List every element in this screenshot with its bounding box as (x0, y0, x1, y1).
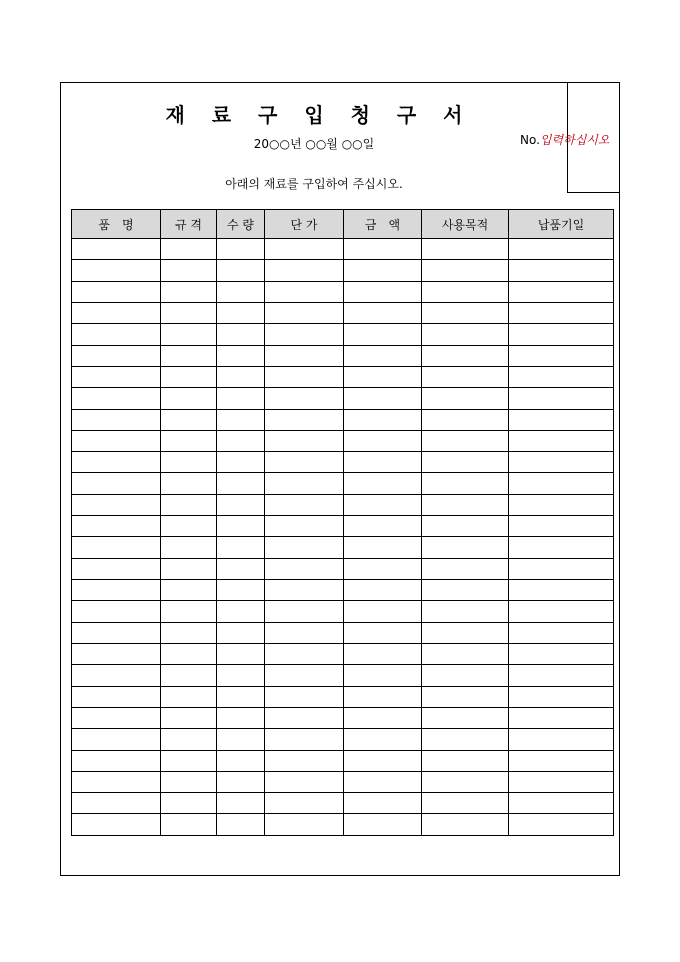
header-quantity: 수 량 (217, 210, 265, 239)
delivery-date-cell[interactable] (509, 814, 614, 835)
purpose-cell[interactable] (422, 707, 509, 728)
amount-cell[interactable] (344, 729, 422, 750)
purpose-cell[interactable] (422, 558, 509, 579)
header-spec: 규 격 (161, 210, 217, 239)
unit-price-cell[interactable] (265, 494, 344, 515)
delivery-date-cell[interactable] (509, 324, 614, 345)
spec-cell[interactable] (161, 729, 217, 750)
header-amount: 금 액 (344, 210, 422, 239)
unit-price-cell[interactable] (265, 281, 344, 302)
unit-price-cell[interactable] (265, 430, 344, 451)
purpose-cell[interactable] (422, 324, 509, 345)
spec-cell[interactable] (161, 494, 217, 515)
purpose-cell[interactable] (422, 686, 509, 707)
spec-cell[interactable] (161, 239, 217, 260)
table-row (72, 345, 614, 366)
table-row (72, 665, 614, 686)
purpose-cell[interactable] (422, 793, 509, 814)
spec-cell[interactable] (161, 452, 217, 473)
quantity-cell[interactable] (217, 771, 265, 792)
spec-cell[interactable] (161, 580, 217, 601)
spec-cell[interactable] (161, 430, 217, 451)
purpose-cell[interactable] (422, 494, 509, 515)
item-name-cell[interactable] (72, 750, 161, 771)
unit-price-cell[interactable] (265, 239, 344, 260)
quantity-cell[interactable] (217, 665, 265, 686)
number-value-field[interactable]: 입력하십시오 (539, 133, 610, 147)
purpose-cell[interactable] (422, 260, 509, 281)
quantity-cell[interactable] (217, 366, 265, 387)
quantity-cell[interactable] (217, 302, 265, 323)
table-row (72, 452, 614, 473)
document-title: 재 료 구 입 청 구 서 (165, 103, 473, 127)
unit-price-cell[interactable] (265, 345, 344, 366)
quantity-cell[interactable] (217, 707, 265, 728)
unit-price-cell[interactable] (265, 814, 344, 835)
quantity-cell[interactable] (217, 558, 265, 579)
item-name-cell[interactable] (72, 345, 161, 366)
quantity-cell[interactable] (217, 260, 265, 281)
purpose-cell[interactable] (422, 516, 509, 537)
unit-price-cell[interactable] (265, 601, 344, 622)
unit-price-cell[interactable] (265, 558, 344, 579)
amount-cell[interactable] (344, 580, 422, 601)
quantity-cell[interactable] (217, 793, 265, 814)
unit-price-cell[interactable] (265, 388, 344, 409)
unit-price-cell[interactable] (265, 622, 344, 643)
table-row (72, 643, 614, 664)
table-row (72, 729, 614, 750)
amount-cell[interactable] (344, 814, 422, 835)
item-name-cell[interactable] (72, 665, 161, 686)
delivery-date-cell[interactable] (509, 388, 614, 409)
purpose-cell[interactable] (422, 771, 509, 792)
instruction-text: 아래의 재료를 구입하여 주십시오. (225, 177, 403, 191)
spec-cell[interactable] (161, 537, 217, 558)
table-row (72, 473, 614, 494)
quantity-cell[interactable] (217, 537, 265, 558)
amount-cell[interactable] (344, 473, 422, 494)
amount-cell[interactable] (344, 707, 422, 728)
item-name-cell[interactable] (72, 771, 161, 792)
quantity-cell[interactable] (217, 430, 265, 451)
amount-cell[interactable] (344, 750, 422, 771)
purpose-cell[interactable] (422, 643, 509, 664)
table-row (72, 558, 614, 579)
items-table-container (71, 209, 614, 836)
table-row (72, 516, 614, 537)
amount-cell[interactable] (344, 494, 422, 515)
spec-cell[interactable] (161, 601, 217, 622)
item-name-cell[interactable] (72, 516, 161, 537)
delivery-date-cell[interactable] (509, 302, 614, 323)
delivery-date-cell[interactable] (509, 580, 614, 601)
header-unit-price: 단 가 (265, 210, 344, 239)
delivery-date-cell[interactable] (509, 345, 614, 366)
unit-price-cell[interactable] (265, 686, 344, 707)
quantity-cell[interactable] (217, 473, 265, 494)
table-row (72, 814, 614, 835)
quantity-cell[interactable] (217, 686, 265, 707)
quantity-cell[interactable] (217, 281, 265, 302)
delivery-date-cell[interactable] (509, 729, 614, 750)
table-row (72, 707, 614, 728)
unit-price-cell[interactable] (265, 260, 344, 281)
quantity-cell[interactable] (217, 814, 265, 835)
table-row (72, 388, 614, 409)
item-name-cell[interactable] (72, 239, 161, 260)
spec-cell[interactable] (161, 622, 217, 643)
quantity-cell[interactable] (217, 345, 265, 366)
amount-cell[interactable] (344, 345, 422, 366)
quantity-cell[interactable] (217, 516, 265, 537)
amount-cell[interactable] (344, 537, 422, 558)
table-row (72, 430, 614, 451)
table-row (72, 324, 614, 345)
purpose-cell[interactable] (422, 452, 509, 473)
amount-cell[interactable] (344, 622, 422, 643)
amount-cell[interactable] (344, 430, 422, 451)
purpose-cell[interactable] (422, 622, 509, 643)
table-row (72, 580, 614, 601)
table-row (72, 793, 614, 814)
item-name-cell[interactable] (72, 686, 161, 707)
purpose-cell[interactable] (422, 665, 509, 686)
quantity-cell[interactable] (217, 388, 265, 409)
item-name-cell[interactable] (72, 260, 161, 281)
table-row (72, 409, 614, 430)
purpose-cell[interactable] (422, 409, 509, 430)
delivery-date-cell[interactable] (509, 622, 614, 643)
unit-price-cell[interactable] (265, 580, 344, 601)
delivery-date-cell[interactable] (509, 409, 614, 430)
item-name-cell[interactable] (72, 580, 161, 601)
unit-price-cell[interactable] (265, 537, 344, 558)
amount-cell[interactable] (344, 388, 422, 409)
item-name-cell[interactable] (72, 558, 161, 579)
table-row (72, 601, 614, 622)
unit-price-cell[interactable] (265, 771, 344, 792)
delivery-date-cell[interactable] (509, 452, 614, 473)
purpose-cell[interactable] (422, 430, 509, 451)
purpose-cell[interactable] (422, 750, 509, 771)
delivery-date-cell[interactable] (509, 793, 614, 814)
delivery-date-cell[interactable] (509, 430, 614, 451)
unit-price-cell[interactable] (265, 643, 344, 664)
quantity-cell[interactable] (217, 239, 265, 260)
amount-cell[interactable] (344, 452, 422, 473)
document-date: 20○○년 ○○월 ○○일 (253, 137, 375, 151)
amount-cell[interactable] (344, 239, 422, 260)
delivery-date-cell[interactable] (509, 686, 614, 707)
table-row (72, 750, 614, 771)
quantity-cell[interactable] (217, 601, 265, 622)
spec-cell[interactable] (161, 686, 217, 707)
item-name-cell[interactable] (72, 814, 161, 835)
purpose-cell[interactable] (422, 473, 509, 494)
amount-cell[interactable] (344, 686, 422, 707)
purpose-cell[interactable] (422, 281, 509, 302)
item-name-cell[interactable] (72, 430, 161, 451)
delivery-date-cell[interactable] (509, 707, 614, 728)
purchase-request-form (60, 82, 620, 876)
unit-price-cell[interactable] (265, 473, 344, 494)
delivery-date-cell[interactable] (509, 473, 614, 494)
delivery-date-cell[interactable] (509, 239, 614, 260)
amount-cell[interactable] (344, 366, 422, 387)
spec-cell[interactable] (161, 281, 217, 302)
purpose-cell[interactable] (422, 814, 509, 835)
item-name-cell[interactable] (72, 473, 161, 494)
quantity-cell[interactable] (217, 580, 265, 601)
item-name-cell[interactable] (72, 302, 161, 323)
item-name-cell[interactable] (72, 409, 161, 430)
quantity-cell[interactable] (217, 494, 265, 515)
unit-price-cell[interactable] (265, 793, 344, 814)
delivery-date-cell[interactable] (509, 516, 614, 537)
purpose-cell[interactable] (422, 537, 509, 558)
purpose-cell[interactable] (422, 366, 509, 387)
table-row (72, 239, 614, 260)
number-box-bottom-border (567, 192, 620, 193)
amount-cell[interactable] (344, 409, 422, 430)
table-body (72, 239, 614, 836)
item-name-cell[interactable] (72, 793, 161, 814)
item-name-cell[interactable] (72, 281, 161, 302)
quantity-cell[interactable] (217, 643, 265, 664)
purpose-cell[interactable] (422, 388, 509, 409)
item-name-cell[interactable] (72, 643, 161, 664)
item-name-cell[interactable] (72, 729, 161, 750)
delivery-date-cell[interactable] (509, 260, 614, 281)
header-purpose: 사용목적 (422, 210, 509, 239)
amount-cell[interactable] (344, 324, 422, 345)
spec-cell[interactable] (161, 558, 217, 579)
delivery-date-cell[interactable] (509, 281, 614, 302)
quantity-cell[interactable] (217, 324, 265, 345)
item-name-cell[interactable] (72, 324, 161, 345)
delivery-date-cell[interactable] (509, 601, 614, 622)
table-row (72, 537, 614, 558)
table-header-row (72, 210, 614, 239)
item-name-cell[interactable] (72, 494, 161, 515)
amount-cell[interactable] (344, 516, 422, 537)
spec-cell[interactable] (161, 260, 217, 281)
purpose-cell[interactable] (422, 345, 509, 366)
spec-cell[interactable] (161, 516, 217, 537)
purpose-cell[interactable] (422, 729, 509, 750)
table-row (72, 622, 614, 643)
unit-price-cell[interactable] (265, 409, 344, 430)
amount-cell[interactable] (344, 643, 422, 664)
items-table (71, 209, 614, 836)
unit-price-cell[interactable] (265, 750, 344, 771)
amount-cell[interactable] (344, 771, 422, 792)
spec-cell[interactable] (161, 302, 217, 323)
delivery-date-cell[interactable] (509, 558, 614, 579)
amount-cell[interactable] (344, 558, 422, 579)
amount-cell[interactable] (344, 260, 422, 281)
purpose-cell[interactable] (422, 239, 509, 260)
quantity-cell[interactable] (217, 452, 265, 473)
unit-price-cell[interactable] (265, 366, 344, 387)
unit-price-cell[interactable] (265, 452, 344, 473)
purpose-cell[interactable] (422, 580, 509, 601)
item-name-cell[interactable] (72, 707, 161, 728)
unit-price-cell[interactable] (265, 516, 344, 537)
unit-price-cell[interactable] (265, 729, 344, 750)
delivery-date-cell[interactable] (509, 494, 614, 515)
quantity-cell[interactable] (217, 750, 265, 771)
document-number (520, 131, 620, 148)
table-row (72, 771, 614, 792)
unit-price-cell[interactable] (265, 665, 344, 686)
spec-cell[interactable] (161, 409, 217, 430)
spec-cell[interactable] (161, 324, 217, 345)
amount-cell[interactable] (344, 793, 422, 814)
spec-cell[interactable] (161, 366, 217, 387)
purpose-cell[interactable] (422, 601, 509, 622)
item-name-cell[interactable] (72, 622, 161, 643)
delivery-date-cell[interactable] (509, 366, 614, 387)
spec-cell[interactable] (161, 473, 217, 494)
purpose-cell[interactable] (422, 302, 509, 323)
table-row (72, 366, 614, 387)
spec-cell[interactable] (161, 643, 217, 664)
delivery-date-cell[interactable] (509, 771, 614, 792)
unit-price-cell[interactable] (265, 324, 344, 345)
spec-cell[interactable] (161, 814, 217, 835)
spec-cell[interactable] (161, 793, 217, 814)
spec-cell[interactable] (161, 345, 217, 366)
table-row (72, 260, 614, 281)
unit-price-cell[interactable] (265, 707, 344, 728)
spec-cell[interactable] (161, 771, 217, 792)
spec-cell[interactable] (161, 665, 217, 686)
amount-cell[interactable] (344, 281, 422, 302)
delivery-date-cell[interactable] (509, 537, 614, 558)
item-name-cell[interactable] (72, 388, 161, 409)
table-row (72, 281, 614, 302)
amount-cell[interactable] (344, 302, 422, 323)
header-delivery-date: 납품기일 (509, 210, 614, 239)
table-row (72, 494, 614, 515)
spec-cell[interactable] (161, 750, 217, 771)
item-name-cell[interactable] (72, 537, 161, 558)
item-name-cell[interactable] (72, 601, 161, 622)
spec-cell[interactable] (161, 388, 217, 409)
delivery-date-cell[interactable] (509, 665, 614, 686)
item-name-cell[interactable] (72, 366, 161, 387)
delivery-date-cell[interactable] (509, 750, 614, 771)
table-row (72, 686, 614, 707)
table-row (72, 302, 614, 323)
delivery-date-cell[interactable] (509, 643, 614, 664)
header-item-name: 품 명 (72, 210, 161, 239)
amount-cell[interactable] (344, 665, 422, 686)
item-name-cell[interactable] (72, 452, 161, 473)
number-label: No. (520, 133, 540, 147)
unit-price-cell[interactable] (265, 302, 344, 323)
amount-cell[interactable] (344, 601, 422, 622)
quantity-cell[interactable] (217, 729, 265, 750)
quantity-cell[interactable] (217, 409, 265, 430)
quantity-cell[interactable] (217, 622, 265, 643)
spec-cell[interactable] (161, 707, 217, 728)
